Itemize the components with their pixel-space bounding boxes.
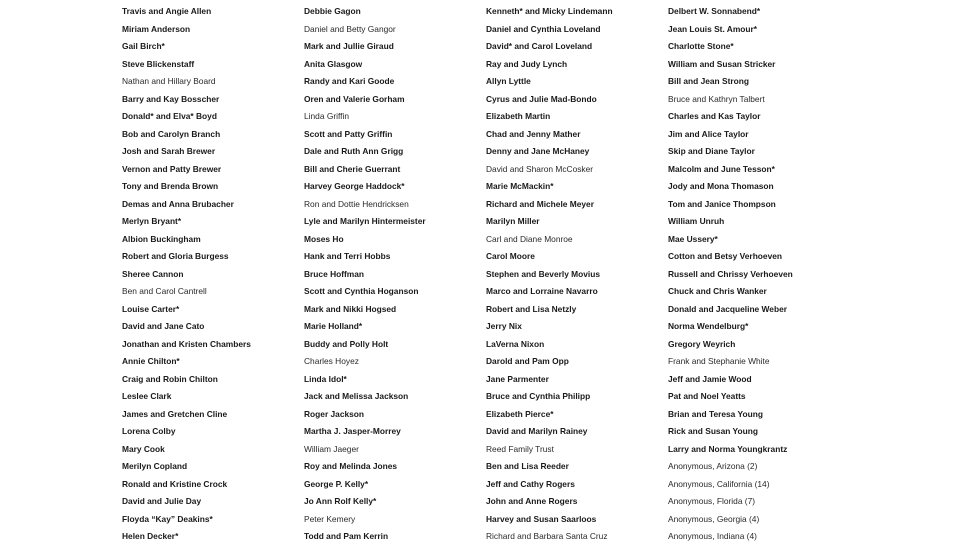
donor-name: Chuck and Chris Wanker — [668, 286, 767, 296]
donor-name: Allyn Lyttle — [486, 76, 531, 86]
donor-name: Elizabeth Pierce* — [486, 408, 554, 419]
donor-name: Merilyn Copland — [122, 461, 188, 471]
donor-name: Daniel and Cynthia Loveland — [486, 23, 601, 34]
donor-name: David* and Carol Loveland — [486, 41, 593, 51]
donor-name: David and Sharon McCosker — [486, 163, 594, 174]
donor-name: James and Gretchen Cline — [122, 408, 228, 419]
donor-name: Nathan and Hillary Board — [122, 76, 216, 86]
donor-name: Elizabeth Martin — [486, 111, 551, 121]
donor-name: Bruce and Cynthia Philipp — [486, 391, 591, 401]
donor-name: Richard and Michele Meyer — [486, 198, 594, 209]
donor-name: Mary Cook — [122, 443, 165, 454]
donor-name: Pat and Noel Yeatts — [668, 391, 746, 401]
donor-name: Anonymous, Georgia (4) — [668, 513, 760, 524]
donor-name: Carol Moore — [486, 251, 535, 261]
donor-name: Denny and Jane McHaney — [486, 146, 590, 156]
donor-name: Peter Kemery — [304, 513, 356, 524]
donor-name: Ronald and Kristine Crock — [122, 478, 228, 489]
donor-name: Ray and Judy Lynch — [486, 58, 568, 69]
donor-name: Stephen and Beverly Movius — [486, 268, 601, 279]
donor-name: Charles Hoyez — [304, 356, 359, 366]
donor-name: Annie Chilton* — [122, 356, 180, 366]
donor-name: Jerry Nix — [486, 321, 522, 331]
donor-name: Leslee Clark — [122, 391, 172, 401]
donor-name: Oren and Valerie Gorham — [304, 93, 405, 104]
donor-name: William Unruh — [668, 216, 725, 226]
donor-name: Jean Louis St. Amour* — [668, 23, 758, 34]
donor-name: Hank and Terri Hobbs — [304, 251, 391, 261]
donor-name: Martha J. Jasper-Morrey — [304, 426, 401, 436]
donor-name: Steve Blickenstaff — [122, 58, 195, 69]
donor-name: Gregory Weyrich — [668, 338, 736, 349]
donor-name: Richard and Barbara Santa Cruz — [486, 531, 608, 541]
donor-name: Randy and Kari Goode — [304, 76, 395, 86]
donor-name: Demas and Anna Brubacher — [122, 198, 234, 209]
donor-name: Sheree Cannon — [122, 268, 184, 279]
donor-name: Linda Idol* — [304, 373, 347, 384]
donor-name: Travis and Angie Allen — [122, 6, 212, 16]
donor-name: Jeff and Cathy Rogers — [486, 478, 575, 489]
donor-name: Lorena Colby — [122, 426, 176, 436]
donor-name: Ron and Dottie Hendricksen — [304, 198, 409, 209]
donor-column-1 — [122, 3, 307, 546]
donor-name: Mark and Nikki Hogsed — [304, 303, 397, 314]
donor-name: Robert and Gloria Burgess — [122, 251, 229, 261]
donor-name: Anonymous, Indiana (4) — [668, 531, 757, 541]
donor-name: Bruce Hoffman — [304, 268, 365, 279]
donor-name: Merlyn Bryant* — [122, 216, 182, 226]
donor-name: David and Jane Cato — [122, 321, 205, 331]
donor-name: Marie Holland* — [304, 321, 363, 331]
donor-name: Charles and Kas Taylor — [668, 111, 761, 121]
donor-name: Kenneth* and Micky Lindemann — [486, 6, 613, 16]
donor-name: Floyda “Kay” Deakins* — [122, 513, 213, 524]
donor-column-3 — [486, 3, 671, 546]
donor-name: William and Susan Stricker — [668, 58, 776, 69]
donor-name: Skip and Diane Taylor — [668, 146, 755, 156]
donor-name: George P. Kelly* — [304, 478, 369, 489]
donor-name: Chad and Jenny Mather — [486, 128, 581, 139]
donor-name: Rick and Susan Young — [668, 426, 758, 436]
donor-name: Barry and Kay Bosscher — [122, 93, 220, 104]
donor-name: Vernon and Patty Brewer — [122, 163, 222, 174]
donor-name: Marco and Lorraine Navarro — [486, 286, 598, 296]
donor-name: Donald* and Elva* Boyd — [122, 111, 217, 121]
donor-name: Jane Parmenter — [486, 373, 549, 384]
donor-name: Mae Ussery* — [668, 233, 718, 244]
donor-name: Jo Ann Rolf Kelly* — [304, 496, 377, 506]
donor-name: William Jaeger — [304, 443, 359, 454]
donor-column-2 — [304, 3, 489, 546]
donor-name: Darold and Pam Opp — [486, 356, 569, 366]
donor-name: Malcolm and June Tesson* — [668, 163, 775, 174]
donor-name: Louise Carter* — [122, 303, 180, 314]
donor-name: Brian and Teresa Young — [668, 408, 763, 419]
donor-name: Roy and Melinda Jones — [304, 461, 398, 471]
donor-name: Debbie Gagon — [304, 6, 361, 16]
donor-name: David and Julie Day — [122, 496, 202, 506]
donor-name: Jim and Alice Taylor — [668, 128, 749, 139]
donor-name: Tony and Brenda Brown — [122, 181, 219, 191]
donor-name: Anonymous, Arizona (2) — [668, 461, 758, 471]
donor-name: Todd and Pam Kerrin — [304, 531, 389, 541]
donor-name: Linda Griffin — [304, 111, 350, 121]
donor-name: Norma Wendelburg* — [668, 321, 749, 331]
donor-name: Bob and Carolyn Branch — [122, 128, 221, 139]
donor-name: Charlotte Stone* — [668, 41, 734, 51]
donor-name: Anonymous, Florida (7) — [668, 496, 756, 506]
donor-name: Russell and Chrissy Verhoeven — [668, 268, 793, 279]
donor-name: Roger Jackson — [304, 408, 365, 419]
donor-name: Gail Birch* — [122, 41, 165, 51]
donor-name: Anita Glasgow — [304, 58, 363, 69]
donor-name: Scott and Cynthia Hoganson — [304, 286, 419, 296]
donor-name: Frank and Stephanie White — [668, 356, 770, 366]
donor-name: Albion Buckingham — [122, 233, 201, 244]
donor-name: Scott and Patty Griffin — [304, 128, 393, 139]
donor-name: Mark and Jullie Giraud — [304, 41, 394, 51]
donor-name: Bill and Jean Strong — [668, 76, 749, 86]
donor-name: LaVerna Nixon — [486, 338, 545, 349]
donor-name: Carl and Diane Monroe — [486, 233, 573, 244]
donor-name: Lyle and Marilyn Hintermeister — [304, 216, 426, 226]
donor-name: Marilyn Miller — [486, 216, 540, 226]
donor-name: Craig and Robin Chilton — [122, 373, 218, 384]
donor-name: Jeff and Jamie Wood — [668, 373, 752, 384]
donor-name: Jack and Melissa Jackson — [304, 391, 409, 401]
donor-column-4 — [668, 3, 853, 546]
donor-name: Larry and Norma Youngkrantz — [668, 443, 788, 454]
donor-name: Buddy and Polly Holt — [304, 338, 389, 349]
donor-name: Jonathan and Kristen Chambers — [122, 338, 251, 349]
donor-name: Donald and Jacqueline Weber — [668, 303, 787, 314]
donor-name: Helen Decker* — [122, 531, 179, 541]
donor-name: Anonymous, California (14) — [668, 478, 770, 489]
donor-name: John and Anne Rogers — [486, 496, 578, 506]
donor-name: Miriam Anderson — [122, 23, 191, 34]
donor-name: Robert and Lisa Netzly — [486, 303, 577, 314]
donor-name: Josh and Sarah Brewer — [122, 146, 216, 156]
donor-name: Harvey George Haddock* — [304, 181, 405, 191]
donor-name: David and Marilyn Rainey — [486, 426, 588, 436]
donor-name: Bill and Cherie Guerrant — [304, 163, 401, 174]
donor-name: Cotton and Betsy Verhoeven — [668, 251, 783, 261]
donor-name: Tom and Janice Thompson — [668, 198, 776, 209]
donor-name: Daniel and Betty Gangor — [304, 23, 396, 34]
donor-name: Reed Family Trust — [486, 443, 554, 454]
donor-name: Cyrus and Julie Mad-Bondo — [486, 93, 597, 104]
donor-name: Dale and Ruth Ann Grigg — [304, 146, 404, 156]
donor-name: Jody and Mona Thomason — [668, 181, 774, 191]
donor-name: Ben and Lisa Reeder — [486, 461, 569, 471]
donor-name: Ben and Carol Cantrell — [122, 286, 207, 296]
donor-name: Delbert W. Sonnabend* — [668, 6, 761, 16]
donor-name: Bruce and Kathryn Talbert — [668, 93, 765, 104]
donor-name: Moses Ho — [304, 233, 344, 244]
donor-name: Marie McMackin* — [486, 181, 554, 191]
donor-name: Harvey and Susan Saarloos — [486, 513, 597, 524]
